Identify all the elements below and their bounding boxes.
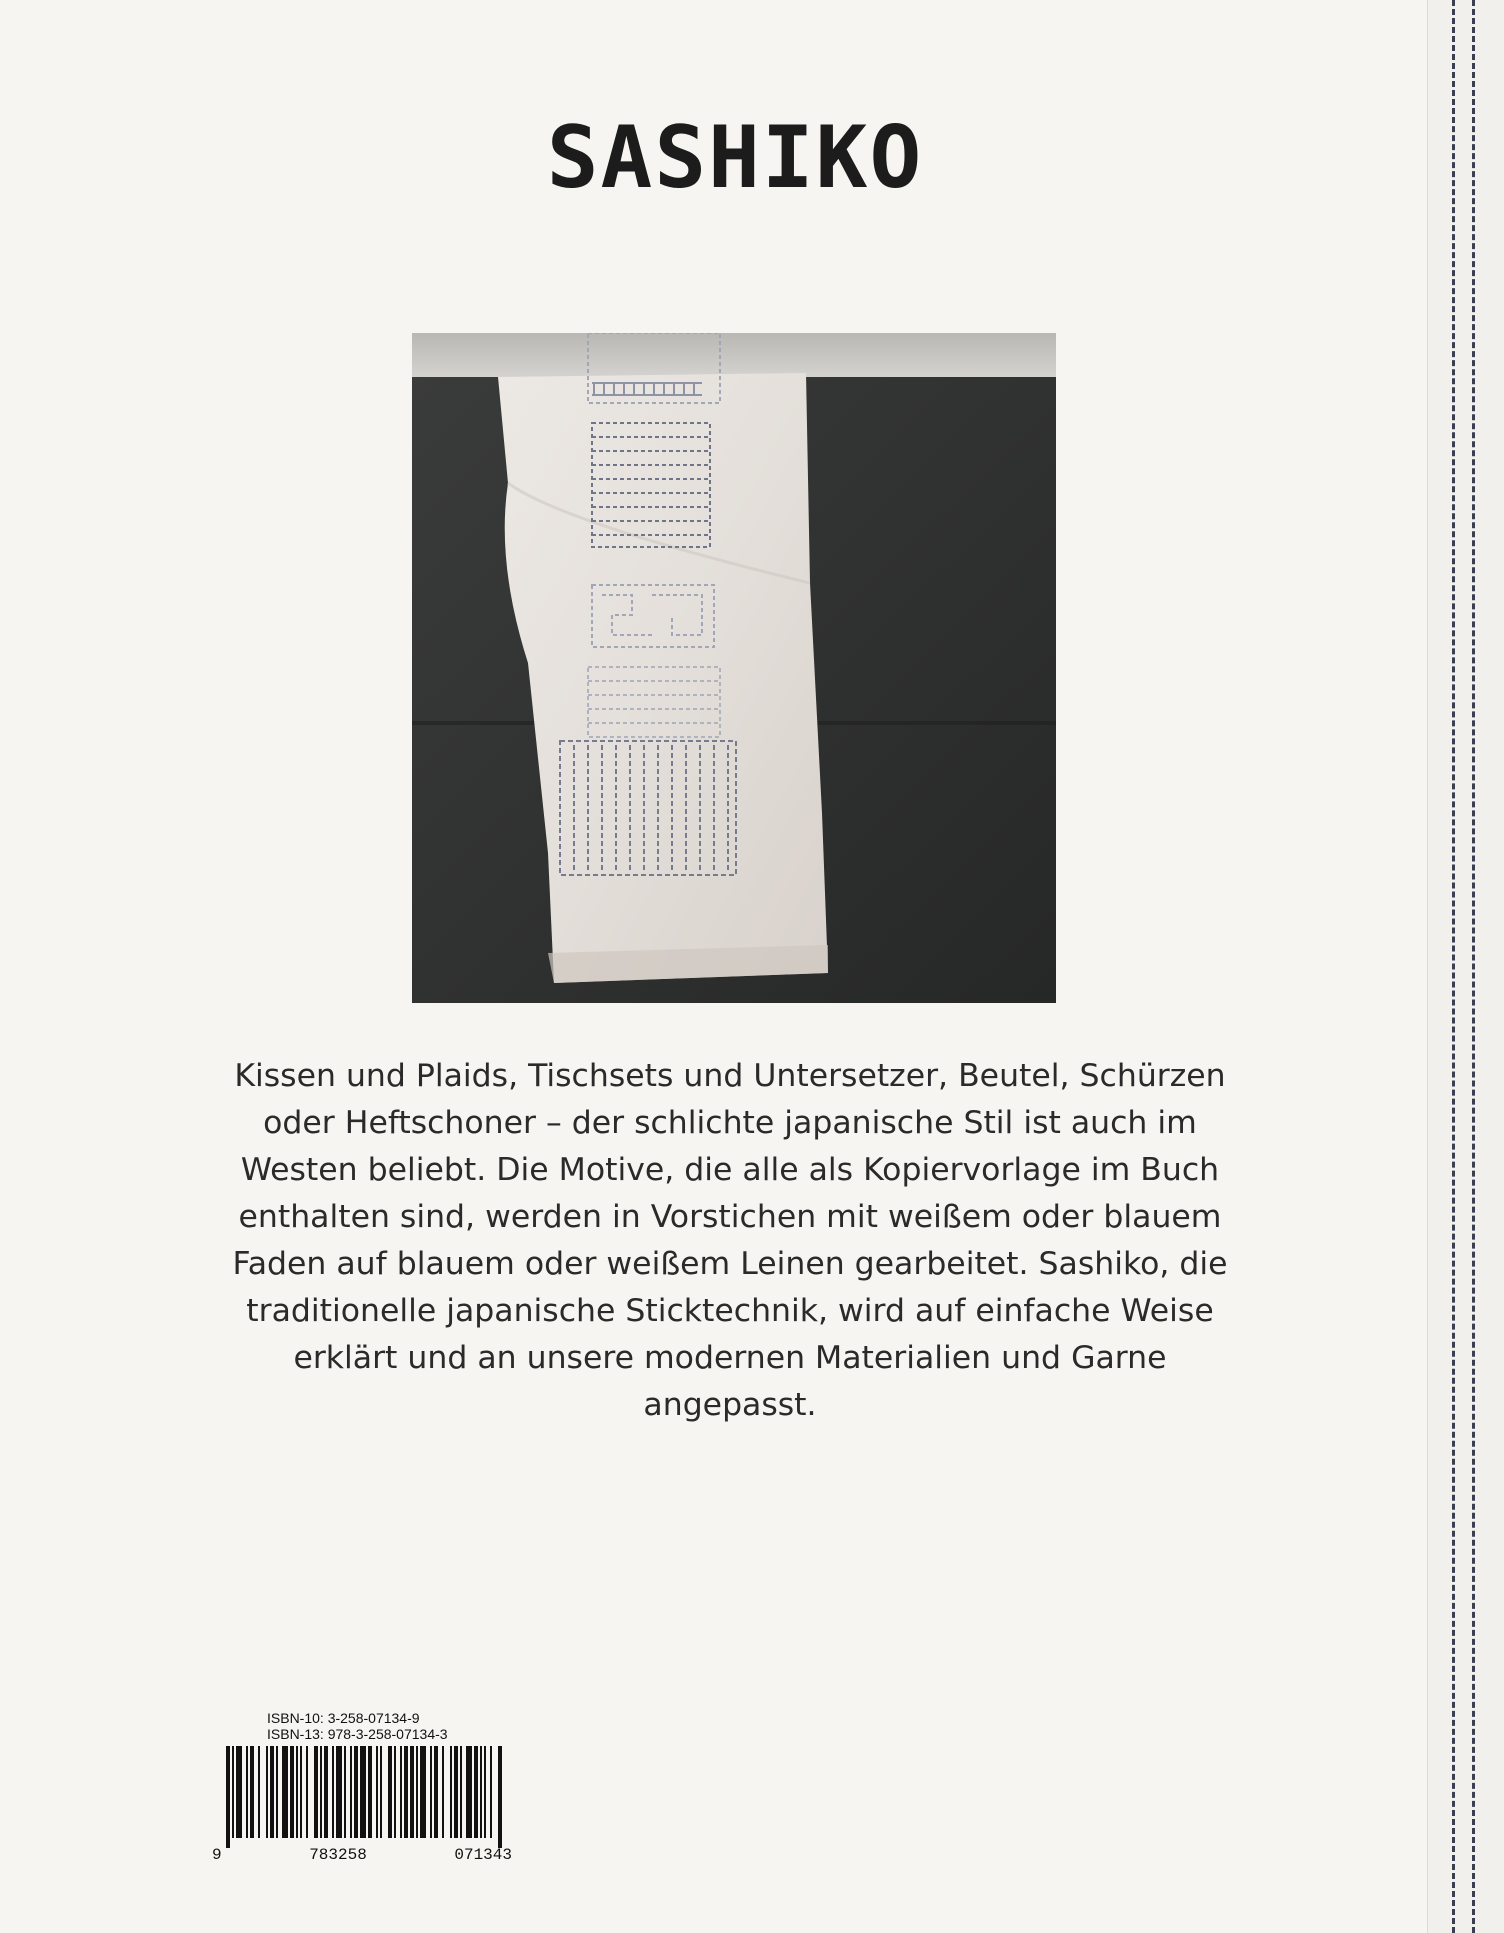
isbn13-label: ISBN-13: 978-3-258-07134-3 <box>267 1726 448 1742</box>
book-description: Kissen und Plaids, Tischsets und Untersetzer, Beutel, Schürzen oder Heftschoner – der schlichte japanische Stil ist auch im Westen beliebt. Die Motive, die alle als Kopiervorlage im Buch enthalten sind, werden in Vorstichen mit weißem oder blauem Faden auf blauem oder weißem Leinen gearbeitet. Sashiko, die traditionelle japanische Sticktechnik, wird auf einfache Weise erklärt und an unsere modernen Materialien und Garne angepasst. <box>232 1058 1228 1423</box>
barcode-digit-group-left: 783258 <box>309 1846 367 1864</box>
barcode-bar <box>332 1746 334 1838</box>
spine-stitch-line <box>1452 0 1455 1933</box>
book-spine-edge <box>1427 0 1504 1933</box>
barcode-bar <box>232 1746 234 1838</box>
isbn10-label: ISBN-10: 3-258-07134-9 <box>267 1710 420 1726</box>
barcode-bar <box>460 1746 462 1838</box>
barcode-bar <box>236 1746 242 1838</box>
barcode-bars <box>212 1746 512 1848</box>
barcode-bar <box>250 1746 254 1838</box>
barcode-bar <box>336 1746 342 1838</box>
isbn-barcode <box>212 1710 532 1864</box>
barcode-digits <box>212 1846 512 1864</box>
barcode-bar <box>246 1746 248 1838</box>
barcode-bar <box>490 1746 492 1838</box>
barcode-bar <box>450 1746 452 1838</box>
book-title: SASHIKO <box>546 108 924 208</box>
barcode-bar <box>466 1746 472 1838</box>
barcode-bar <box>282 1746 288 1838</box>
barcode-bar <box>474 1746 478 1838</box>
barcode-bar <box>296 1746 298 1838</box>
cover-photo <box>412 333 1056 1003</box>
barcode-bar <box>394 1746 396 1838</box>
barcode-bar <box>430 1746 432 1838</box>
barcode-bar <box>420 1746 426 1838</box>
spine-stitch-line <box>1472 0 1475 1933</box>
barcode-bar <box>344 1746 346 1838</box>
barcode-bar <box>258 1746 260 1838</box>
barcode-bar <box>324 1746 328 1838</box>
barcode-bar <box>314 1746 318 1838</box>
barcode-bar <box>266 1746 268 1838</box>
barcode-bar <box>416 1746 418 1838</box>
barcode-bar <box>354 1746 358 1838</box>
barcode-bar <box>300 1746 302 1838</box>
barcode-bar <box>442 1746 444 1838</box>
barcode-bar <box>350 1746 352 1838</box>
barcode-bar <box>388 1746 392 1838</box>
barcode-bar <box>434 1746 438 1838</box>
barcode-digit-prefix: 9 <box>212 1846 222 1864</box>
barcode-bar <box>306 1746 308 1838</box>
barcode-bar <box>320 1746 322 1838</box>
barcode-bar <box>400 1746 402 1838</box>
barcode-bar <box>290 1746 294 1838</box>
barcode-bar <box>404 1746 408 1838</box>
barcode-bar <box>360 1746 366 1838</box>
barcode-bar <box>270 1746 274 1838</box>
barcode-bar <box>368 1746 372 1838</box>
barcode-bar <box>410 1746 414 1838</box>
barcode-bar <box>498 1746 502 1848</box>
barcode-bar <box>380 1746 382 1838</box>
barcode-bar <box>454 1746 458 1838</box>
barcode-bar <box>376 1746 378 1838</box>
barcode-bar <box>276 1746 278 1838</box>
barcode-bar <box>480 1746 482 1838</box>
barcode-bar <box>226 1746 230 1848</box>
barcode-digit-group-right: 071343 <box>454 1846 512 1864</box>
barcode-bar <box>484 1746 486 1838</box>
